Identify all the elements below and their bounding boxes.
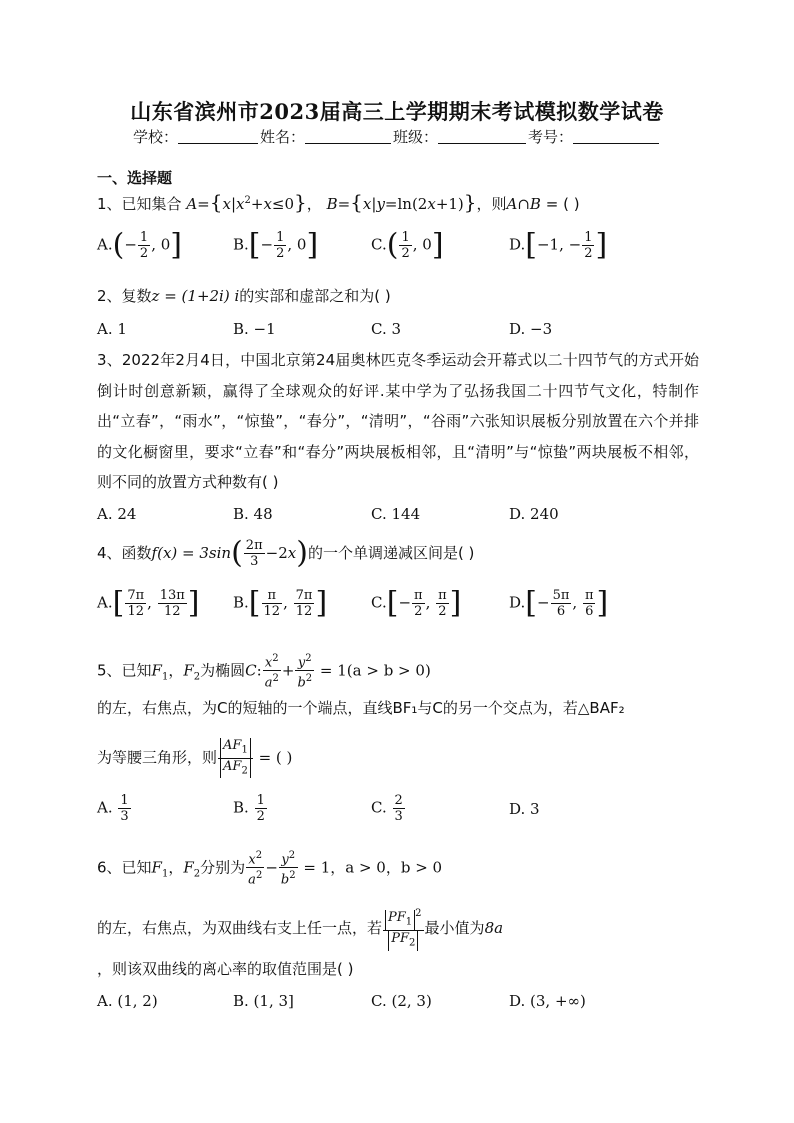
question-6-option-b[interactable]: B. (1, 3] (233, 992, 294, 1010)
name-blank[interactable] (305, 129, 391, 144)
question-5-stem-line1: 5、已知$F_1$，$F_2$为椭圆C: $\frac{x^2}{a^2}$ + $\frac{y^2}{b^2}$ = 1(a > b > 0) (97, 653, 431, 691)
question-3-option-d[interactable]: D. 240 (509, 505, 559, 523)
question-3-option-a[interactable]: A. 24 (97, 505, 137, 523)
exam-no-label: 考号： (528, 128, 574, 146)
question-2-option-a[interactable]: A. 1 (97, 320, 127, 338)
question-1-option-a[interactable]: A.(− $\frac{1}{2}$ , 0] (97, 227, 182, 263)
question-4-option-b[interactable]: B.[ $\frac{\pi}{12}$ , $\frac{7\pi}{12}$ ] (233, 585, 328, 621)
question-6-stem-line2: 的左，右焦点，为双曲线右支上任一点，若 $\frac{PF_1^2}{PF_2}$ 最小值为8a (97, 908, 504, 949)
question-2-option-b[interactable]: B. −1 (233, 320, 276, 338)
class-label: 班级： (393, 128, 439, 146)
school-blank[interactable] (178, 129, 258, 144)
school-label: 学校： (132, 128, 178, 146)
question-3-option-b[interactable]: B. 48 (233, 505, 273, 523)
question-3-option-c[interactable]: C. 144 (371, 505, 421, 523)
question-4-stem: 4、函数f(x) = 3sin( $\frac{2\pi}{3}$ −2x)的一个单调递减区间是( ) (97, 535, 475, 571)
question-1-option-b[interactable]: B.[− $\frac{1}{2}$ , 0] (233, 227, 319, 263)
question-4-option-d[interactable]: D.[− $\frac{5\pi}{6}$ , $\frac{\pi}{6}$ ] (509, 585, 609, 621)
question-3-stem: 3、2022年2月4日，中国北京第24届奥林匹克冬季运动会开幕式以二十四节气的方式开始倒计时创意新颖，赢得了全球观众的好评.某中学为了弘扬我国二十四节气文化，特制作出“立春”，“雨水”，“惊蛰”，“春分”，“清明”，“谷雨”六张知识展板分别放置在六个并排的文化橱窗里，要求“立春”和“春分”两块展板相邻，且“清明”与“惊蛰”两块展板不相邻，则不同的放置方式种数有( ) (97, 351, 699, 491)
question-5-stem-line3: 为等腰三角形，则 $\frac{AF_1}{AF_2}$ = ( ) (97, 738, 293, 777)
section-choice-title: 一、选择题 (97, 169, 173, 187)
question-6-option-c[interactable]: C. (2, 3) (371, 992, 432, 1010)
question-5-stem-line2: 的左，右焦点，为C的短轴的一个端点，直线BF₁与C的另一个交点为，若△BAF₂ (97, 699, 625, 717)
question-6-stem-line1: 6、已知$F_1$，$F_2$分别为 $\frac{x^2}{a^2}$ − $\frac{y^2}{b^2}$ = 1，a > 0，b > 0 (97, 850, 443, 888)
question-6-stem-line3: ，则该双曲线的离心率的取值范围是( ) (97, 960, 354, 978)
question-2-option-d[interactable]: D. −3 (509, 320, 553, 338)
student-info-line (0, 126, 794, 147)
exam-no-blank[interactable] (573, 129, 659, 144)
page-title: 山东省滨州市2023届高三上学期期末考试模拟数学试卷 (130, 99, 664, 124)
question-6-option-a[interactable]: A. (1, 2) (97, 992, 158, 1010)
question-1-option-d[interactable]: D.[−1, − $\frac{1}{2}$ ] (509, 227, 608, 263)
question-5-option-d[interactable]: D. 3 (509, 800, 540, 818)
question-1-stem: 1、已知集合 $A=\{x|x^2+x\le 0\}$， B={x|y=ln(2x+1)}，则A∩B = ( ) (97, 190, 580, 214)
question-4-option-a[interactable]: A.[ $\frac{7\pi}{12}$ , $\frac{13\pi}{12}$ ] (97, 585, 200, 621)
class-blank[interactable] (438, 129, 526, 144)
question-6-option-d[interactable]: D. (3, +∞) (509, 992, 586, 1010)
question-1-option-c[interactable]: C.( $\frac{1}{2}$ , 0] (371, 227, 444, 263)
question-5-option-c[interactable]: C. $\frac{2}{3}$ (371, 793, 403, 824)
question-2-option-c[interactable]: C. 3 (371, 320, 402, 338)
question-5-option-a[interactable]: A. $\frac{1}{3}$ (97, 793, 129, 824)
question-4-option-c[interactable]: C.[− $\frac{\pi}{2}$ , $\frac{\pi}{2}$ ] (371, 585, 462, 621)
name-label: 姓名： (259, 128, 305, 146)
question-5-option-b[interactable]: B. $\frac{1}{2}$ (233, 793, 265, 824)
question-2-stem: 2、复数z = (1+2i) i的实部和虚部之和为( ) (97, 287, 391, 305)
